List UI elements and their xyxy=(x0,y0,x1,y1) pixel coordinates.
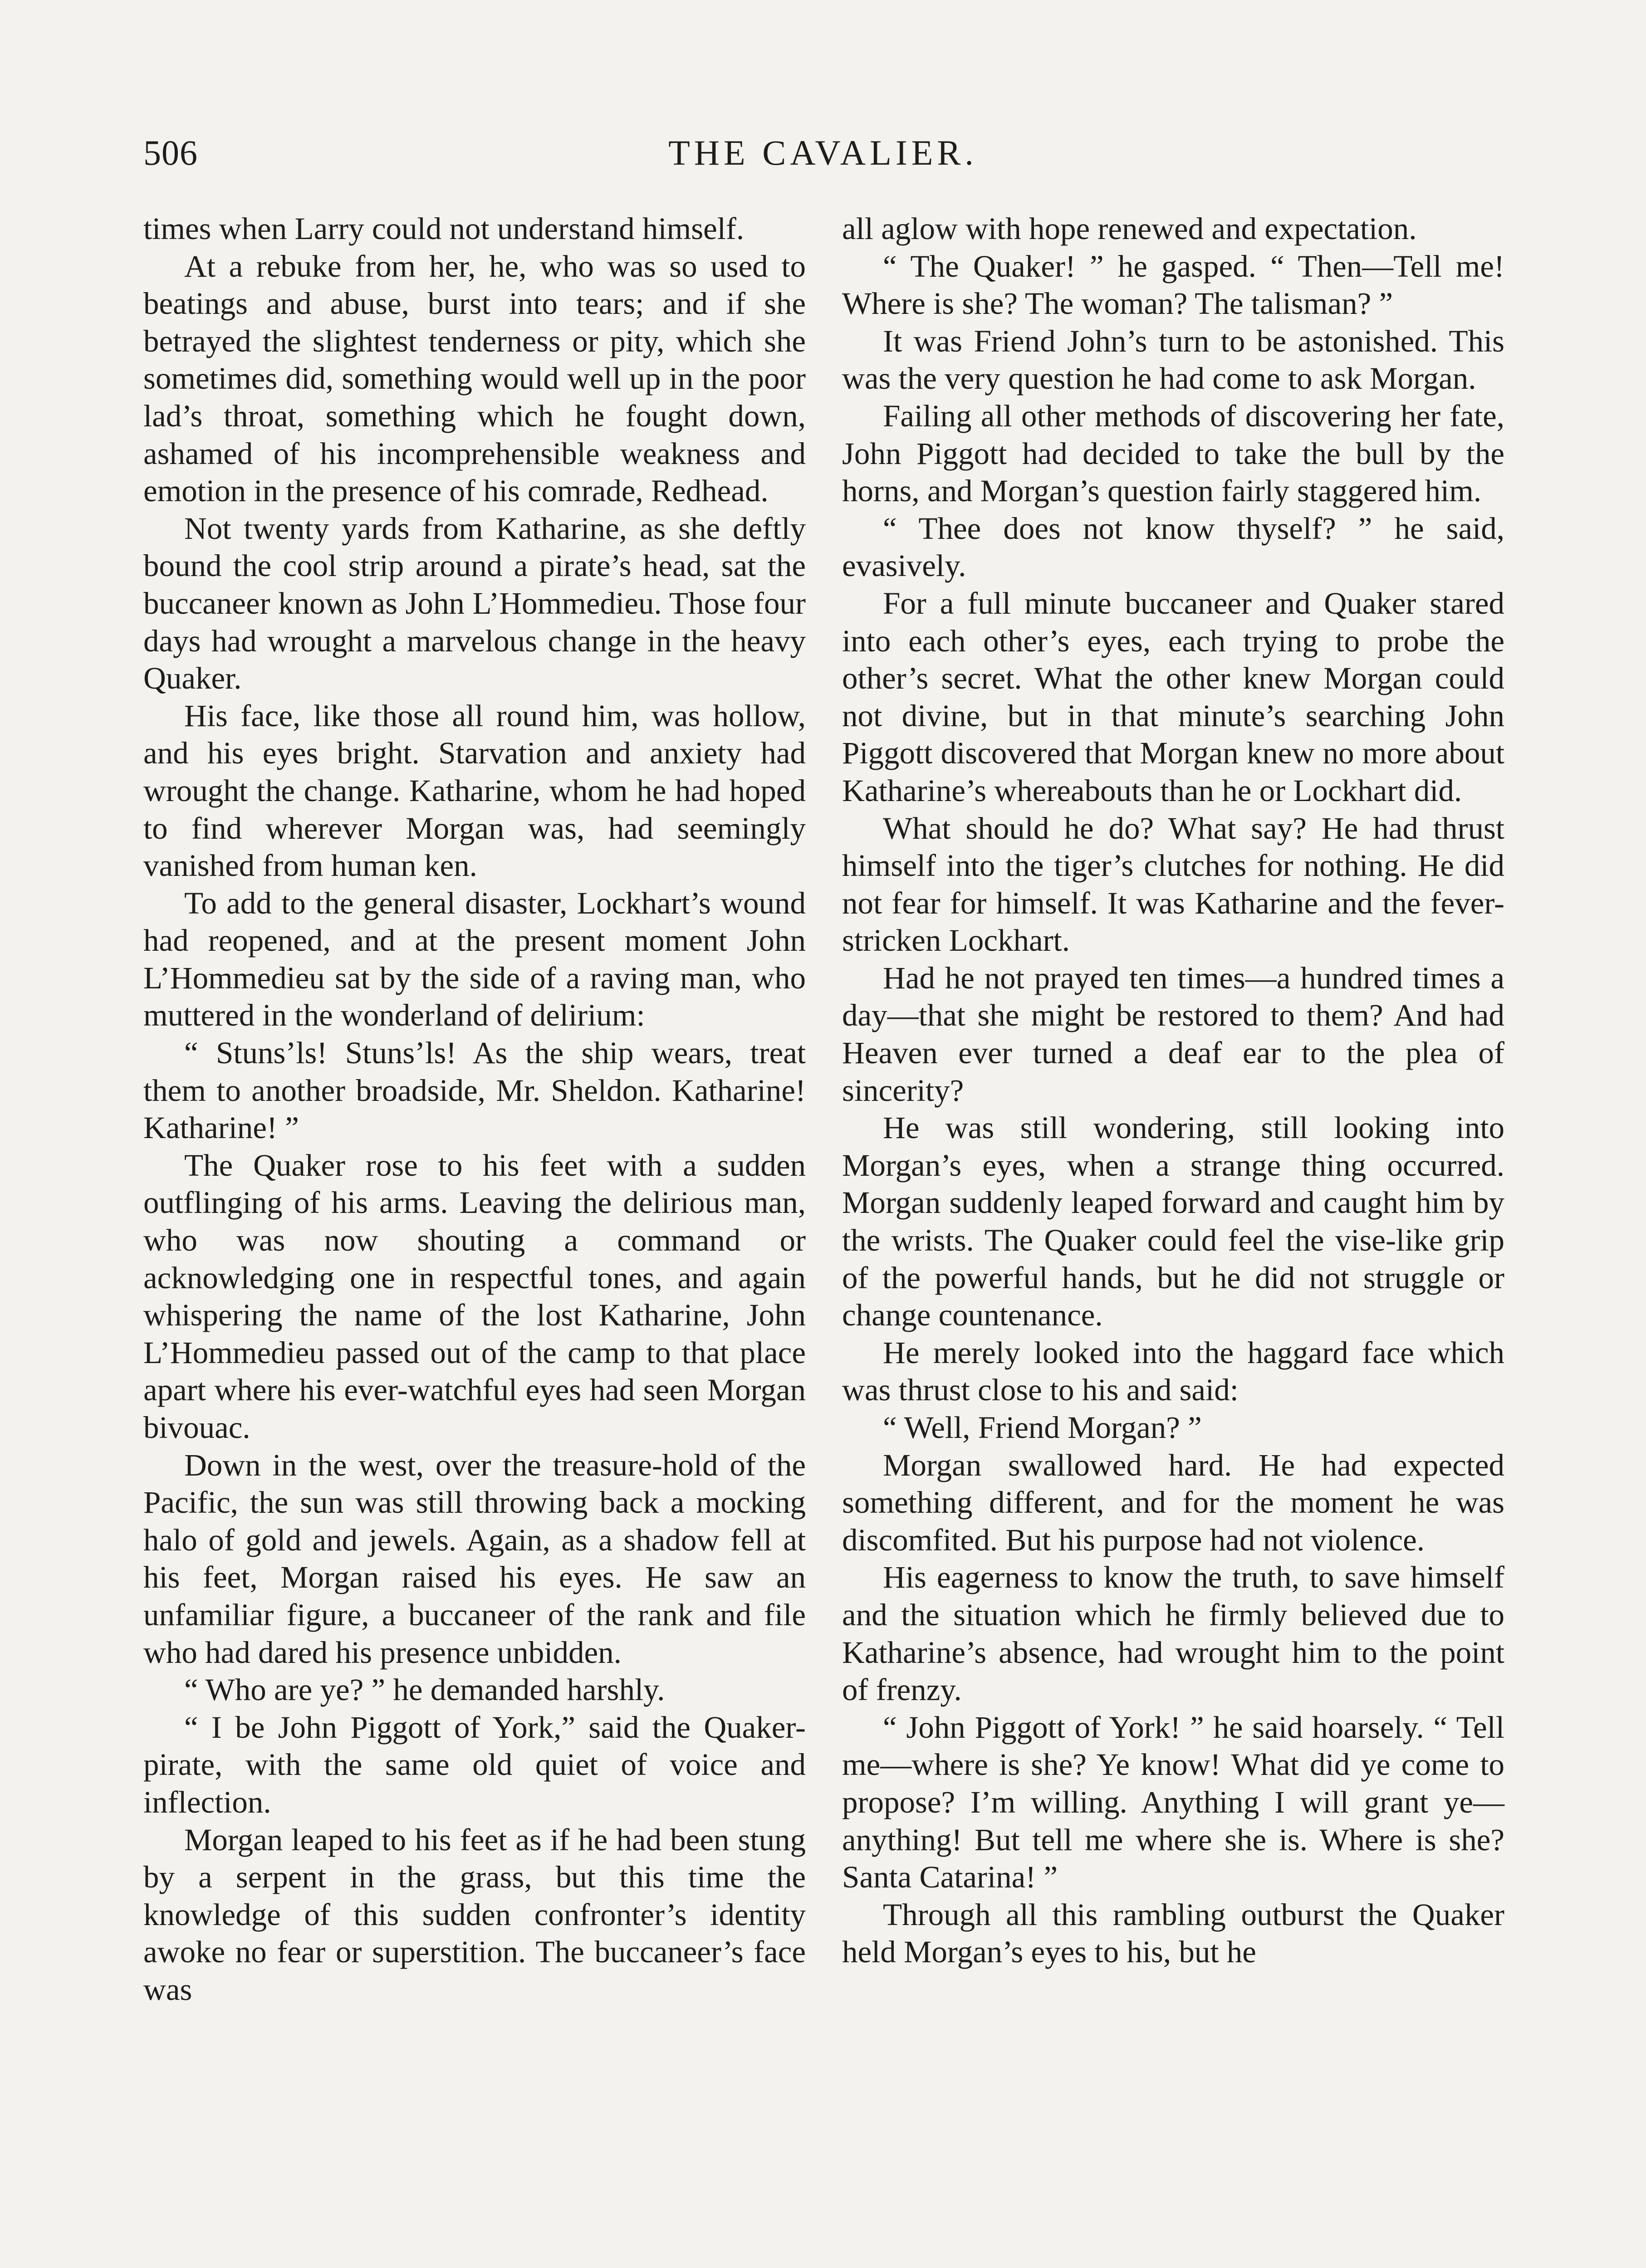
paragraph: He was still wondering, still looking into Morgan’s eyes, when a strange thing occurred. Morgan suddenly leaped forward and caught him by the wrists. The Quaker could feel the vise-like grip of the powerful hands, but he did not struggle or change countenance. xyxy=(842,1110,1504,1333)
paragraph: What should he do? What say? He had thrust himself into the tiger’s clutches for nothing. He did not fear for himself. It was Katharine and the fever-stricken Lockhart. xyxy=(842,811,1504,958)
paragraph: all aglow with hope renewed and expectation. xyxy=(842,211,1417,246)
page-number: 506 xyxy=(143,133,198,172)
paragraph: times when Larry could not understand himself. xyxy=(143,211,745,246)
paragraph: At a rebuke from her, he, who was so used to beatings and abuse, burst into tears; and if she betrayed the slightest tenderness or pity, which she sometimes did, something would well up in the poor lad’s throat, something which he fought down, ashamed of his incomprehensible weakness and emotion in the presence of his comrade, Redhead. xyxy=(143,249,806,508)
paragraph: “ The Quaker! ” he gasped. “ Then—Tell me! Where is she? The woman? The talisman? ” xyxy=(842,249,1504,321)
paragraph: Morgan swallowed hard. He had expected something different, and for the moment he was discomfited. But his purpose had not violence. xyxy=(842,1447,1504,1557)
paragraph: The Quaker rose to his feet with a sudden outflinging of his arms. Leaving the delirious man, who was now shouting a command or acknowledging one in respectful tones, and again whispering the name of the lost Katharine, John L’Hommedieu passed out of the camp to that place apart where his ever-watchful eyes had seen Morgan bivouac. xyxy=(143,1148,806,1445)
paragraph: His eagerness to know the truth, to save himself and the situation which he firmly believed due to Katharine’s absence, had wrought him to the point of frenzy. xyxy=(842,1560,1504,1707)
paragraph: “ Thee does not know thyself? ” he said, evasively. xyxy=(842,511,1504,583)
paragraph: He merely looked into the haggard face which was thrust close to his and said: xyxy=(842,1335,1504,1408)
magazine-title: THE CAVALIER. xyxy=(668,133,978,172)
paragraph: His face, like those all round him, was hollow, and his eyes bright. Starvation and anxiety had wrought the change. Katharine, whom he had hoped to find wherever Morgan was, had seemingly vanished from human ken. xyxy=(143,698,806,883)
paragraph: “ I be John Piggott of York,” said the Quaker-pirate, with the same old quiet of voice and inflection. xyxy=(143,1710,806,1819)
paragraph: Failing all other methods of discovering her fate, John Piggott had decided to take the bull by the horns, and Morgan’s question fairly staggered him. xyxy=(842,398,1504,508)
paragraph: Through all this rambling outburst the Quaker held Morgan’s eyes to his, but he xyxy=(842,1897,1504,1970)
left-column xyxy=(143,210,806,2009)
paragraph: “ Well, Friend Morgan? ” xyxy=(883,1410,1202,1445)
paragraph: “ Stuns’ls! Stuns’ls! As the ship wears, treat them to another broadside, Mr. Sheldon. Katharine! Katharine! ” xyxy=(143,1036,806,1145)
paragraph: Had he not prayed ten times—a hundred times a day—that she might be restored to them? And had Heaven ever turned a deaf ear to the plea of sincerity? xyxy=(842,960,1504,1108)
paragraph: Down in the west, over the treasure-hold of the Pacific, the sun was still throwing back a mocking halo of gold and jewels. Again, as a shadow fell at his feet, Morgan raised his eyes. He saw an unfamiliar figure, a buccaneer of the rank and file who had dared his presence unbidden. xyxy=(143,1447,806,1670)
paragraph: “ John Piggott of York! ” he said hoarsely. “ Tell me—where is she? Ye know! What did ye come to propose? I’m willing. Anything I will grant ye—anything! But tell me where she is. Where is she? Santa Catarina! ” xyxy=(842,1710,1504,1895)
paragraph: Not twenty yards from Katharine, as she deftly bound the cool strip around a pirate’s head, sat the buccaneer known as John L’Hommedieu. Those four days had wrought a marvelous change in the heavy Quaker. xyxy=(143,511,806,696)
paragraph: Morgan leaped to his feet as if he had been stung by a serpent in the grass, but this time the knowledge of this sudden confronter’s identity awoke no fear or superstition. The buccaneer’s face was xyxy=(143,1822,806,2007)
right-column xyxy=(842,210,1504,1971)
paragraph: “ Who are ye? ” he demanded harshly. xyxy=(184,1672,665,1707)
paragraph: To add to the general disaster, Lockhart’s wound had reopened, and at the present moment John L’Hommedieu sat by the side of a raving man, who muttered in the wonderland of delirium: xyxy=(143,885,806,1033)
paragraph: It was Friend John’s turn to be astonished. This was the very question he had come to ask Morgan. xyxy=(842,323,1504,396)
paragraph: For a full minute buccaneer and Quaker stared into each other’s eyes, each trying to probe the other’s secret. What the other knew Morgan could not divine, but in that minute’s searching John Piggott discovered that Morgan knew no more about Katharine’s whereabouts than he or Lockhart did. xyxy=(842,586,1504,808)
page-header xyxy=(143,132,1503,182)
